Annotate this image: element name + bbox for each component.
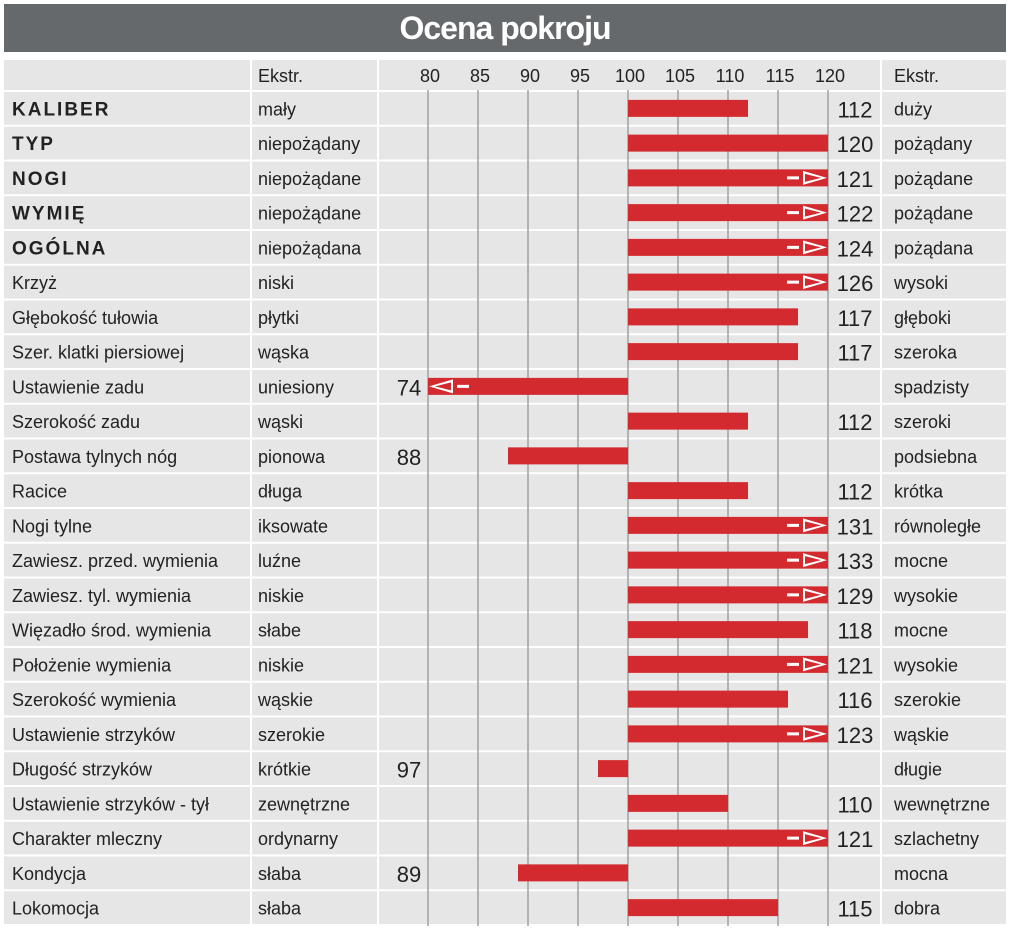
value-label: 124 [836,236,874,262]
high-extreme-label: mocne [894,620,949,641]
high-extreme-label: wąskie [894,724,950,745]
high-extreme-label: dobra [894,898,941,919]
trait-label: WYMIĘ [12,203,87,225]
trait-label: Zawiesz. tyl. wymienia [12,585,192,606]
value-label: 88 [396,444,422,470]
bar [628,135,828,152]
low-extreme-label: niskie [258,585,305,606]
value-label: 115 [837,896,873,922]
bar [518,864,628,881]
value-label: 133 [836,549,874,575]
arrow-right-icon [787,211,799,214]
high-extreme-label: wysokie [894,655,959,676]
high-extreme-label: szlachetny [894,829,980,850]
high-extreme-label: pożądane [894,203,974,224]
low-extreme-label: słaba [258,863,302,884]
value-label: 120 [836,132,874,158]
low-extreme-label: niski [258,273,295,294]
arrow-left-icon [457,385,469,388]
high-extreme-label: wewnętrzne [894,794,991,815]
trait-label: Krzyż [12,273,57,294]
high-extreme-label: wysoki [894,273,949,294]
data-row-plot-cell [379,440,880,473]
low-extreme-label: mały [258,99,297,120]
arrow-right-icon [787,524,799,527]
low-extreme-label: szerokie [258,724,326,745]
low-extreme-label: luźne [258,551,302,572]
arrow-right-icon [787,176,799,179]
low-extreme-label: płytki [258,307,300,328]
low-extreme-label: wąska [258,342,310,363]
value-label: 112 [837,479,873,505]
high-extreme-label: duży [894,99,933,120]
value-label: 116 [837,688,873,714]
value-label: 110 [837,792,873,818]
header-right-extreme: Ekstr. [894,66,940,86]
trait-label: Zawiesz. przed. wymienia [12,551,219,572]
bar [598,760,628,777]
low-extreme-label: długa [258,481,303,502]
arrow-right-icon [787,732,799,735]
trait-label: Ustawienie strzyków - tył [12,794,210,815]
header-left-extreme: Ekstr. [258,66,304,86]
high-extreme-label: podsiebna [894,446,978,467]
x-tick-label: 120 [814,66,846,86]
x-tick-label: 105 [664,66,696,86]
arrow-right-icon [787,281,799,284]
low-extreme-label: słaba [258,898,302,919]
low-extreme-label: słabe [258,620,302,641]
bar [628,308,798,325]
high-extreme-label: mocne [894,551,949,572]
bar [628,621,808,638]
bar [628,100,748,117]
trait-label: Lokomocja [12,898,100,919]
bar [628,795,728,812]
bar [628,482,748,499]
value-label: 112 [837,97,873,123]
high-extreme-label: równoległe [894,516,982,537]
trait-label: Postawa tylnych nóg [12,446,178,467]
high-extreme-label: pożądane [894,168,974,189]
x-tick-label: 85 [469,66,491,86]
high-extreme-label: mocna [894,863,949,884]
value-label: 112 [837,410,873,436]
value-label: 121 [836,827,874,853]
low-extreme-label: niepożądana [258,238,362,259]
low-extreme-label: niskie [258,655,305,676]
data-row-plot-cell [379,857,880,890]
trait-label: KALIBER [12,99,111,121]
value-label: 131 [836,514,874,540]
trait-label: Głębokość tułowia [12,307,159,328]
high-extreme-label: długie [894,759,943,780]
high-extreme-label: spadzisty [894,377,970,398]
high-extreme-label: pożądany [894,134,973,155]
trait-label: Kondycja [12,863,87,884]
trait-label: Położenie wymienia [12,655,172,676]
low-extreme-label: uniesiony [258,377,335,398]
high-extreme-label: głęboki [894,307,952,328]
high-extreme-label: szeroki [894,412,952,433]
low-extreme-label: zewnętrzne [258,794,351,815]
value-label: 129 [836,583,874,609]
arrow-right-icon [787,593,799,596]
bar [628,343,798,360]
trait-label: Szerokość wymienia [12,690,177,711]
bar [628,413,748,430]
trait-label: Charakter mleczny [12,829,163,850]
low-extreme-label: ordynarny [258,829,339,850]
value-label: 121 [836,166,874,192]
high-extreme-label: pożądana [894,238,974,259]
arrow-right-icon [787,559,799,562]
low-extreme-label: niepożądane [258,203,362,224]
value-label: 74 [396,375,422,401]
trait-label: Więzadło środ. wymienia [12,620,212,641]
trait-label: NOGI [12,168,69,190]
chart-title: Ocena pokroju [399,9,611,46]
low-extreme-label: pionowa [258,446,326,467]
trait-label: Szerokość zadu [12,412,141,433]
high-extreme-label: szeroka [894,342,958,363]
trait-label: Ustawienie strzyków [12,724,176,745]
trait-label: Racice [12,481,68,502]
high-extreme-label: szerokie [894,690,962,711]
value-label: 118 [837,618,873,644]
arrow-right-icon [787,837,799,840]
trait-label: Ustawienie zadu [12,377,145,398]
value-label: 89 [396,861,422,887]
value-label: 123 [836,722,874,748]
x-tick-label: 80 [419,66,441,86]
bar [628,899,778,916]
trait-label: Nogi tylne [12,516,93,537]
value-label: 122 [836,201,874,227]
high-extreme-label: wysokie [894,585,959,606]
x-tick-label: 110 [715,66,745,86]
header-row-trait-cell [4,60,250,90]
x-tick-label: 115 [765,66,795,86]
low-extreme-label: krótkie [258,759,312,780]
x-tick-label: 95 [569,66,591,86]
trait-label: Długość strzyków [12,759,153,780]
low-extreme-label: niepożądane [258,168,362,189]
x-tick-label: 100 [614,66,646,86]
bar [508,447,628,464]
trait-label: TYP [12,134,55,156]
trait-label: OGÓLNA [12,238,108,260]
low-extreme-label: niepożądany [258,134,361,155]
value-label: 97 [396,757,422,783]
x-tick-label: 90 [519,66,541,86]
low-extreme-label: wąskie [258,690,314,711]
low-extreme-label: iksowate [258,516,329,537]
arrow-right-icon [787,663,799,666]
value-label: 117 [837,305,873,331]
low-extreme-label: wąski [258,412,304,433]
value-label: 126 [836,271,874,297]
arrow-right-icon [787,246,799,249]
high-extreme-label: krótka [894,481,944,502]
trait-label: Szer. klatki piersiowej [12,342,185,363]
value-label: 117 [837,340,873,366]
data-row-plot-cell [379,752,880,785]
bar [628,691,788,708]
value-label: 121 [836,653,874,679]
